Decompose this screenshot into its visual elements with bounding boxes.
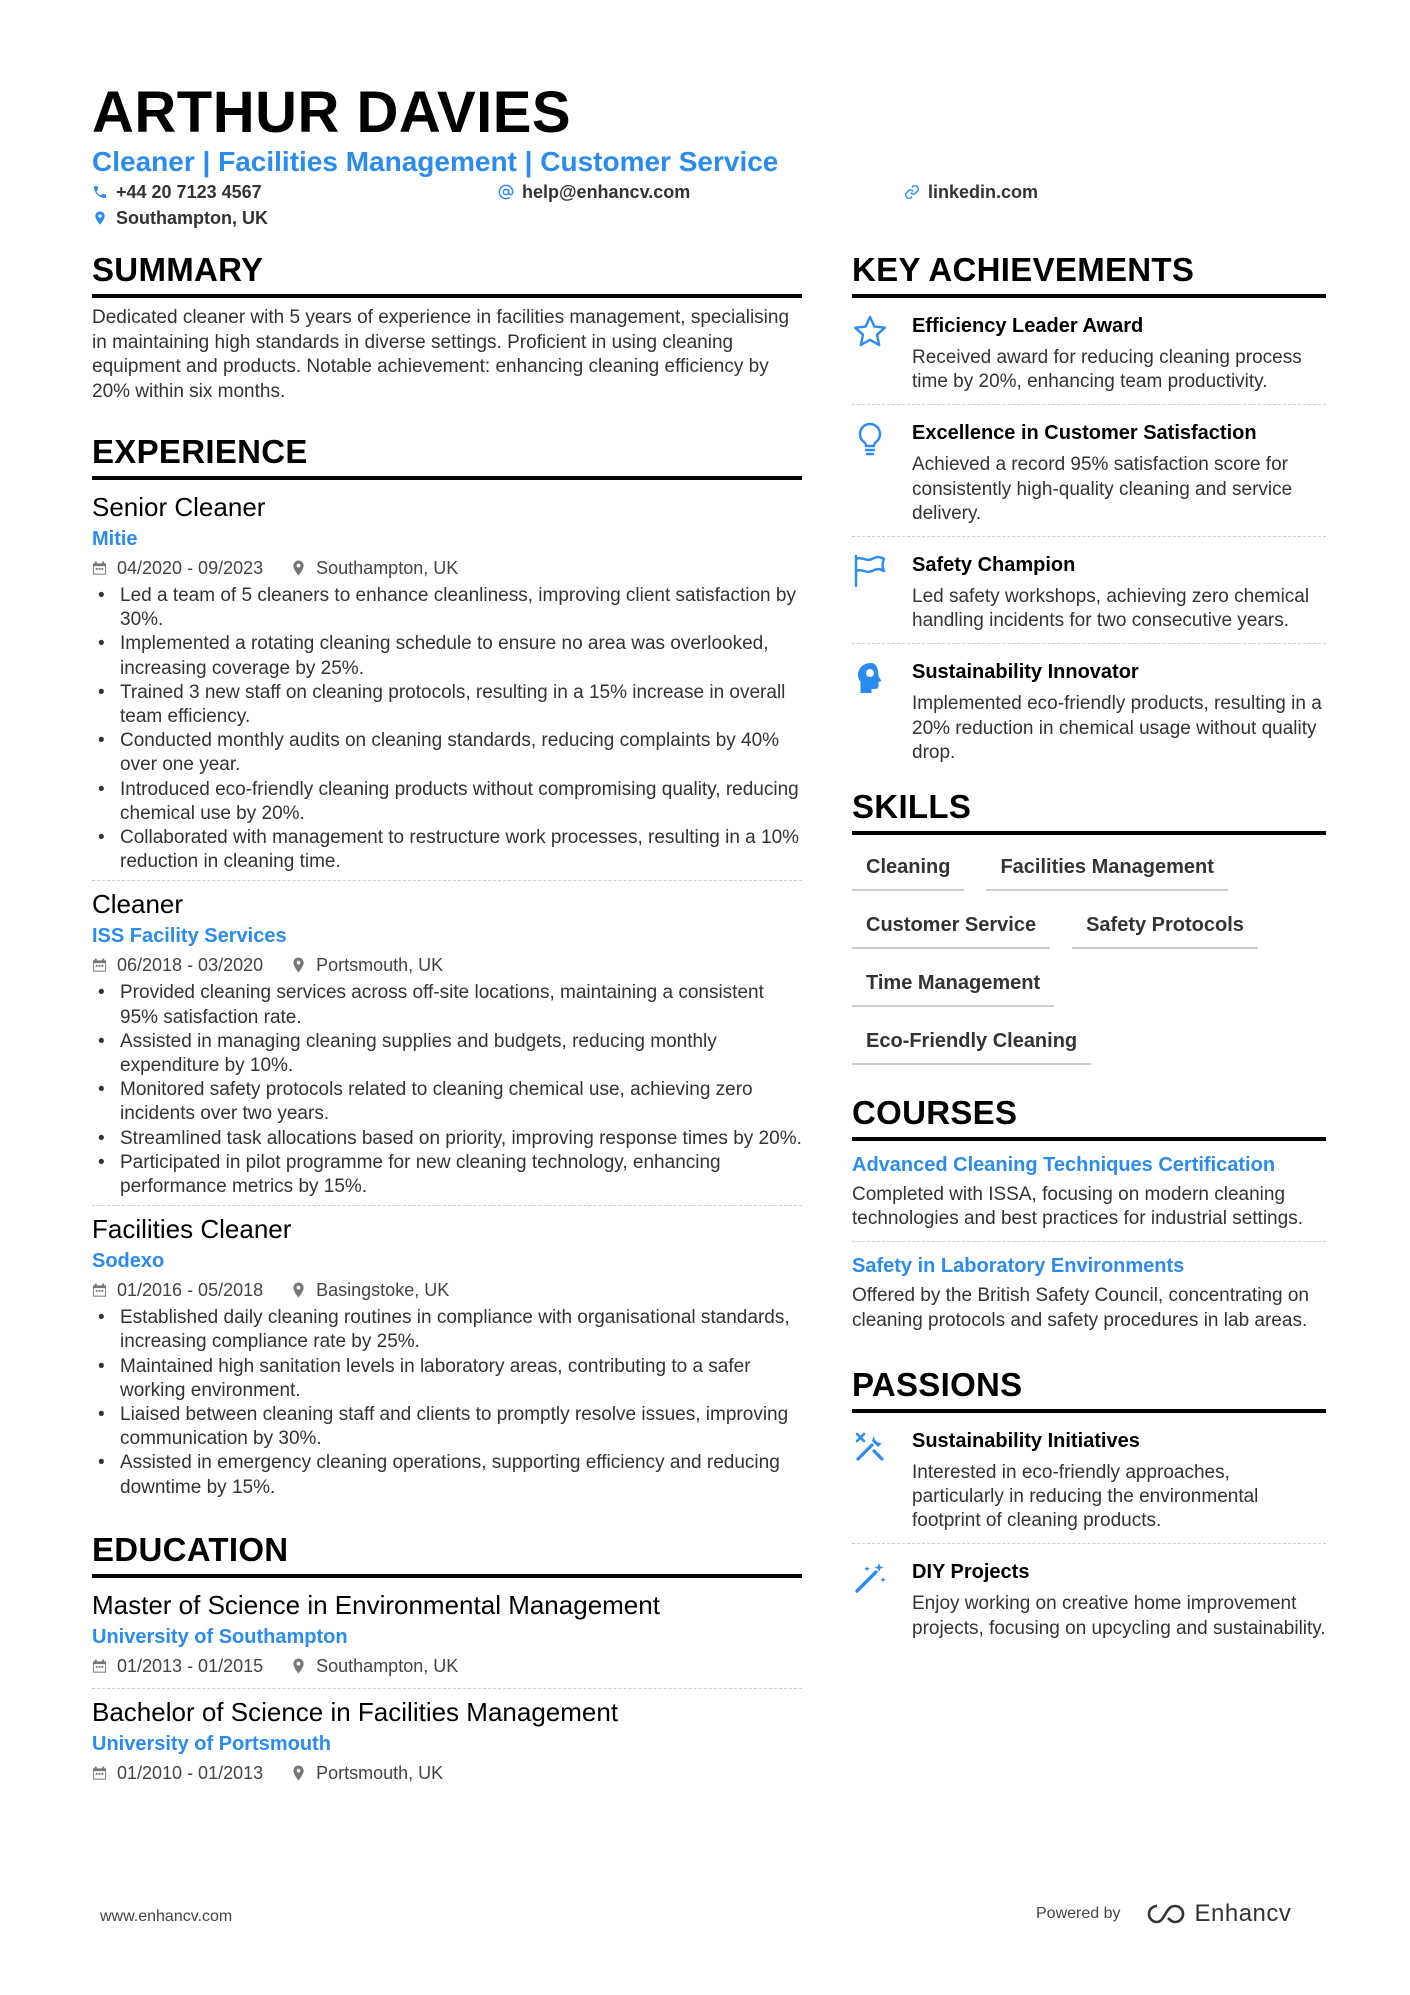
linkedin-text: linkedin.com xyxy=(928,182,1039,202)
job-dates: 04/2020 - 09/2023 xyxy=(117,558,264,578)
course-desc: Completed with ISSA, focusing on modern cleaning technologies and best practices for industrial settings. xyxy=(852,1184,1303,1230)
contact-phone xyxy=(92,180,262,204)
course-item xyxy=(852,1141,1326,1241)
magic-wand-icon xyxy=(852,1560,888,1596)
bullet-item: • Implemented a rotating cleaning schedule to ensure no area was overlooked, increasing coverage by 25%. xyxy=(92,632,802,680)
education-entry xyxy=(92,1688,802,1787)
job-company: Sodexo xyxy=(92,1250,165,1273)
job-dates: 06/2018 - 03/2020 xyxy=(117,955,264,976)
powered-by-label: Powered by xyxy=(1036,1905,1121,1922)
skill-tag: Customer Service xyxy=(852,899,1050,949)
calendar-icon xyxy=(92,1765,107,1781)
bullet-item: • Introduced eco-friendly cleaning products without compromising quality, reducing chemical use by 20%. xyxy=(92,778,802,826)
location-pin-icon xyxy=(92,210,108,226)
phone-icon xyxy=(92,184,108,200)
phone-text: +44 20 7123 4567 xyxy=(116,182,262,202)
skill-tag: Safety Protocols xyxy=(1072,899,1258,949)
head-idea-icon xyxy=(852,660,888,696)
job-meta xyxy=(92,554,802,582)
location-pin-icon xyxy=(291,1765,306,1781)
skill-tag: Cleaning xyxy=(852,841,964,891)
education-entry xyxy=(92,1584,802,1680)
location-pin-icon xyxy=(291,957,306,973)
achievement-title: Efficiency Leader Award xyxy=(912,315,1144,337)
education-meta xyxy=(92,1652,802,1680)
achievement-item xyxy=(852,404,1326,536)
enhancv-logo-icon xyxy=(1143,1901,1189,1927)
course-title: Advanced Cleaning Techniques Certification xyxy=(852,1154,1276,1177)
passions-heading: PASSIONS xyxy=(852,1365,1326,1413)
bullet-item: • Provided cleaning services across off-site locations, maintaining a consistent 95% satisfaction rate. xyxy=(92,981,802,1029)
bullet-item: • Participated in pilot programme for new cleaning technology, enhancing performance metrics by 15%. xyxy=(92,1151,802,1199)
bullet-item: • Trained 3 new staff on cleaning protocols, resulting in a 15% increase in overall team efficiency. xyxy=(92,681,802,729)
passion-item xyxy=(852,1543,1326,1650)
achievement-desc: Led safety workshops, achieving zero chemical handling incidents for two consecutive years. xyxy=(912,586,1310,632)
job-location: Portsmouth, UK xyxy=(316,955,444,976)
tools-icon xyxy=(852,1429,888,1465)
education-heading: EDUCATION xyxy=(92,1530,802,1578)
star-icon xyxy=(852,314,888,350)
education-location: Southampton, UK xyxy=(316,1655,459,1676)
achievement-title: Safety Champion xyxy=(912,554,1076,577)
calendar-icon xyxy=(92,957,107,973)
achievement-item xyxy=(852,536,1326,643)
education-list xyxy=(92,1584,802,1787)
job-entry xyxy=(92,1205,802,1500)
passion-desc: Interested in eco-friendly approaches, particularly in reducing the environmental footprint of cleaning products. xyxy=(912,1461,1259,1532)
passion-desc: Enjoy working on creative home improvement projects, focusing on upcycling and sustainability. xyxy=(912,1593,1326,1639)
flag-icon xyxy=(852,553,888,589)
bullet-item: • Streamlined task allocations based on priority, improving response times by 20%. xyxy=(92,1127,802,1151)
candidate-name: ARTHUR DAVIES xyxy=(92,80,572,145)
school-name: University of Southampton xyxy=(92,1625,348,1648)
job-title: Senior Cleaner xyxy=(92,492,266,522)
courses-heading: COURSES xyxy=(852,1093,1326,1141)
job-company: ISS Facility Services xyxy=(92,925,287,948)
skills-heading: SKILLS xyxy=(852,787,1326,835)
passions-list xyxy=(852,1413,1326,1651)
job-dates: 01/2016 - 05/2018 xyxy=(117,1280,264,1301)
achievement-desc: Implemented eco-friendly products, resulting in a 20% reduction in chemical usage without quality drop. xyxy=(912,693,1322,763)
job-location: Southampton, UK xyxy=(316,558,459,578)
education-dates: 01/2013 - 01/2015 xyxy=(117,1655,264,1676)
job-company: Mitie xyxy=(92,528,138,550)
achievement-title: Sustainability Innovator xyxy=(912,661,1139,684)
achievement-item xyxy=(852,298,1326,404)
contact-linkedin[interactable] xyxy=(904,180,1038,204)
location-pin-icon xyxy=(291,1658,306,1674)
achievements-list xyxy=(852,298,1326,775)
achievement-title: Excellence in Customer Satisfaction xyxy=(912,422,1257,445)
summary-heading: SUMMARY xyxy=(92,250,802,298)
school-name: University of Portsmouth xyxy=(92,1732,331,1755)
achievement-item xyxy=(852,643,1326,775)
bullet-item: • Collaborated with management to restructure work processes, resulting in a 10% reduction in cleaning time. xyxy=(92,826,802,874)
at-icon xyxy=(498,184,514,200)
courses-list xyxy=(852,1141,1326,1343)
bullet-item: • Maintained high sanitation levels in laboratory areas, contributing to a safer working environment. xyxy=(92,1355,802,1403)
skill-tag: Time Management xyxy=(852,957,1054,1007)
bullet-item: • Monitored safety protocols related to cleaning chemical use, achieving zero incidents over two years. xyxy=(92,1078,802,1126)
skill-tag: Facilities Management xyxy=(986,841,1227,891)
education-meta xyxy=(92,1759,802,1787)
experience-list xyxy=(92,484,802,1500)
location-pin-icon xyxy=(291,560,306,576)
contact-location xyxy=(92,206,268,230)
location-text: Southampton, UK xyxy=(116,208,268,228)
right-column xyxy=(852,250,1326,1651)
job-meta xyxy=(92,1276,802,1304)
passion-title: Sustainability Initiatives xyxy=(912,1429,1140,1452)
email-text: help@enhancv.com xyxy=(522,182,691,202)
headline: Cleaner | Facilities Management | Customer Service xyxy=(92,146,779,177)
achievement-desc: Achieved a record 95% satisfaction score for consistently high-quality cleaning and service delivery. xyxy=(912,454,1293,524)
bullet-item: • Assisted in emergency cleaning operations, supporting efficiency and reducing downtime by 15%. xyxy=(92,1451,802,1499)
job-entry xyxy=(92,880,802,1199)
job-title: Facilities Cleaner xyxy=(92,1214,292,1245)
course-item xyxy=(852,1241,1326,1342)
passion-item xyxy=(852,1413,1326,1544)
course-desc: Offered by the British Safety Council, concentrating on cleaning protocols and safety procedures in lab areas. xyxy=(852,1285,1309,1331)
bullet-item: • Conducted monthly audits on cleaning standards, reducing complaints by 40% over one year. xyxy=(92,729,802,777)
achievements-heading: KEY ACHIEVEMENTS xyxy=(852,250,1326,298)
job-meta xyxy=(92,951,802,979)
left-column xyxy=(92,250,802,1787)
job-title: Cleaner xyxy=(92,889,184,920)
skill-tag: Eco-Friendly Cleaning xyxy=(852,1015,1091,1065)
job-location: Basingstoke, UK xyxy=(316,1280,450,1301)
summary-text: Dedicated cleaner with 5 years of experience in facilities management, specialising in maintaining high standards in diverse settings. Proficient in using cleaning equipment and products. Notable achievement: enhancing cleaning efficiency by 20% within six months. xyxy=(92,307,790,402)
job-bullets xyxy=(92,981,802,1199)
lightbulb-icon xyxy=(852,421,888,457)
passion-title: DIY Projects xyxy=(912,1561,1030,1584)
brand-name: Enhancv xyxy=(1194,1900,1292,1927)
calendar-icon xyxy=(92,1282,107,1298)
contact-email[interactable] xyxy=(498,180,690,204)
bullet-item: • Assisted in managing cleaning supplies and budgets, reducing monthly expenditure by 10%. xyxy=(92,1030,802,1078)
link-icon xyxy=(904,184,920,200)
skills-list xyxy=(852,841,1326,1073)
calendar-icon xyxy=(92,1658,107,1674)
education-dates: 01/2010 - 01/2013 xyxy=(117,1762,264,1783)
job-entry xyxy=(92,484,802,874)
location-pin-icon xyxy=(291,1282,306,1298)
education-location: Portsmouth, UK xyxy=(316,1762,444,1783)
footer-website[interactable]: www.enhancv.com xyxy=(100,1908,233,1925)
footer-brand[interactable] xyxy=(1036,1900,1291,1928)
degree-title: Master of Science in Environmental Management xyxy=(92,1589,660,1620)
achievement-desc: Received award for reducing cleaning process time by 20%, enhancing team productivity. xyxy=(912,347,1302,393)
experience-heading: EXPERIENCE xyxy=(92,432,802,480)
brand-logo xyxy=(1143,1900,1292,1928)
bullet-item: • Led a team of 5 cleaners to enhance cleanliness, improving client satisfaction by 30%. xyxy=(92,584,802,632)
bullet-item: • Established daily cleaning routines in compliance with organisational standards, increasing compliance rate by 25%. xyxy=(92,1306,802,1354)
calendar-icon xyxy=(92,560,107,576)
bullet-item: • Liaised between cleaning staff and clients to promptly resolve issues, improving communication by 30%. xyxy=(92,1403,802,1451)
course-title: Safety in Laboratory Environments xyxy=(852,1255,1185,1278)
degree-title: Bachelor of Science in Facilities Management xyxy=(92,1696,619,1727)
job-bullets xyxy=(92,584,802,874)
job-bullets xyxy=(92,1306,802,1500)
